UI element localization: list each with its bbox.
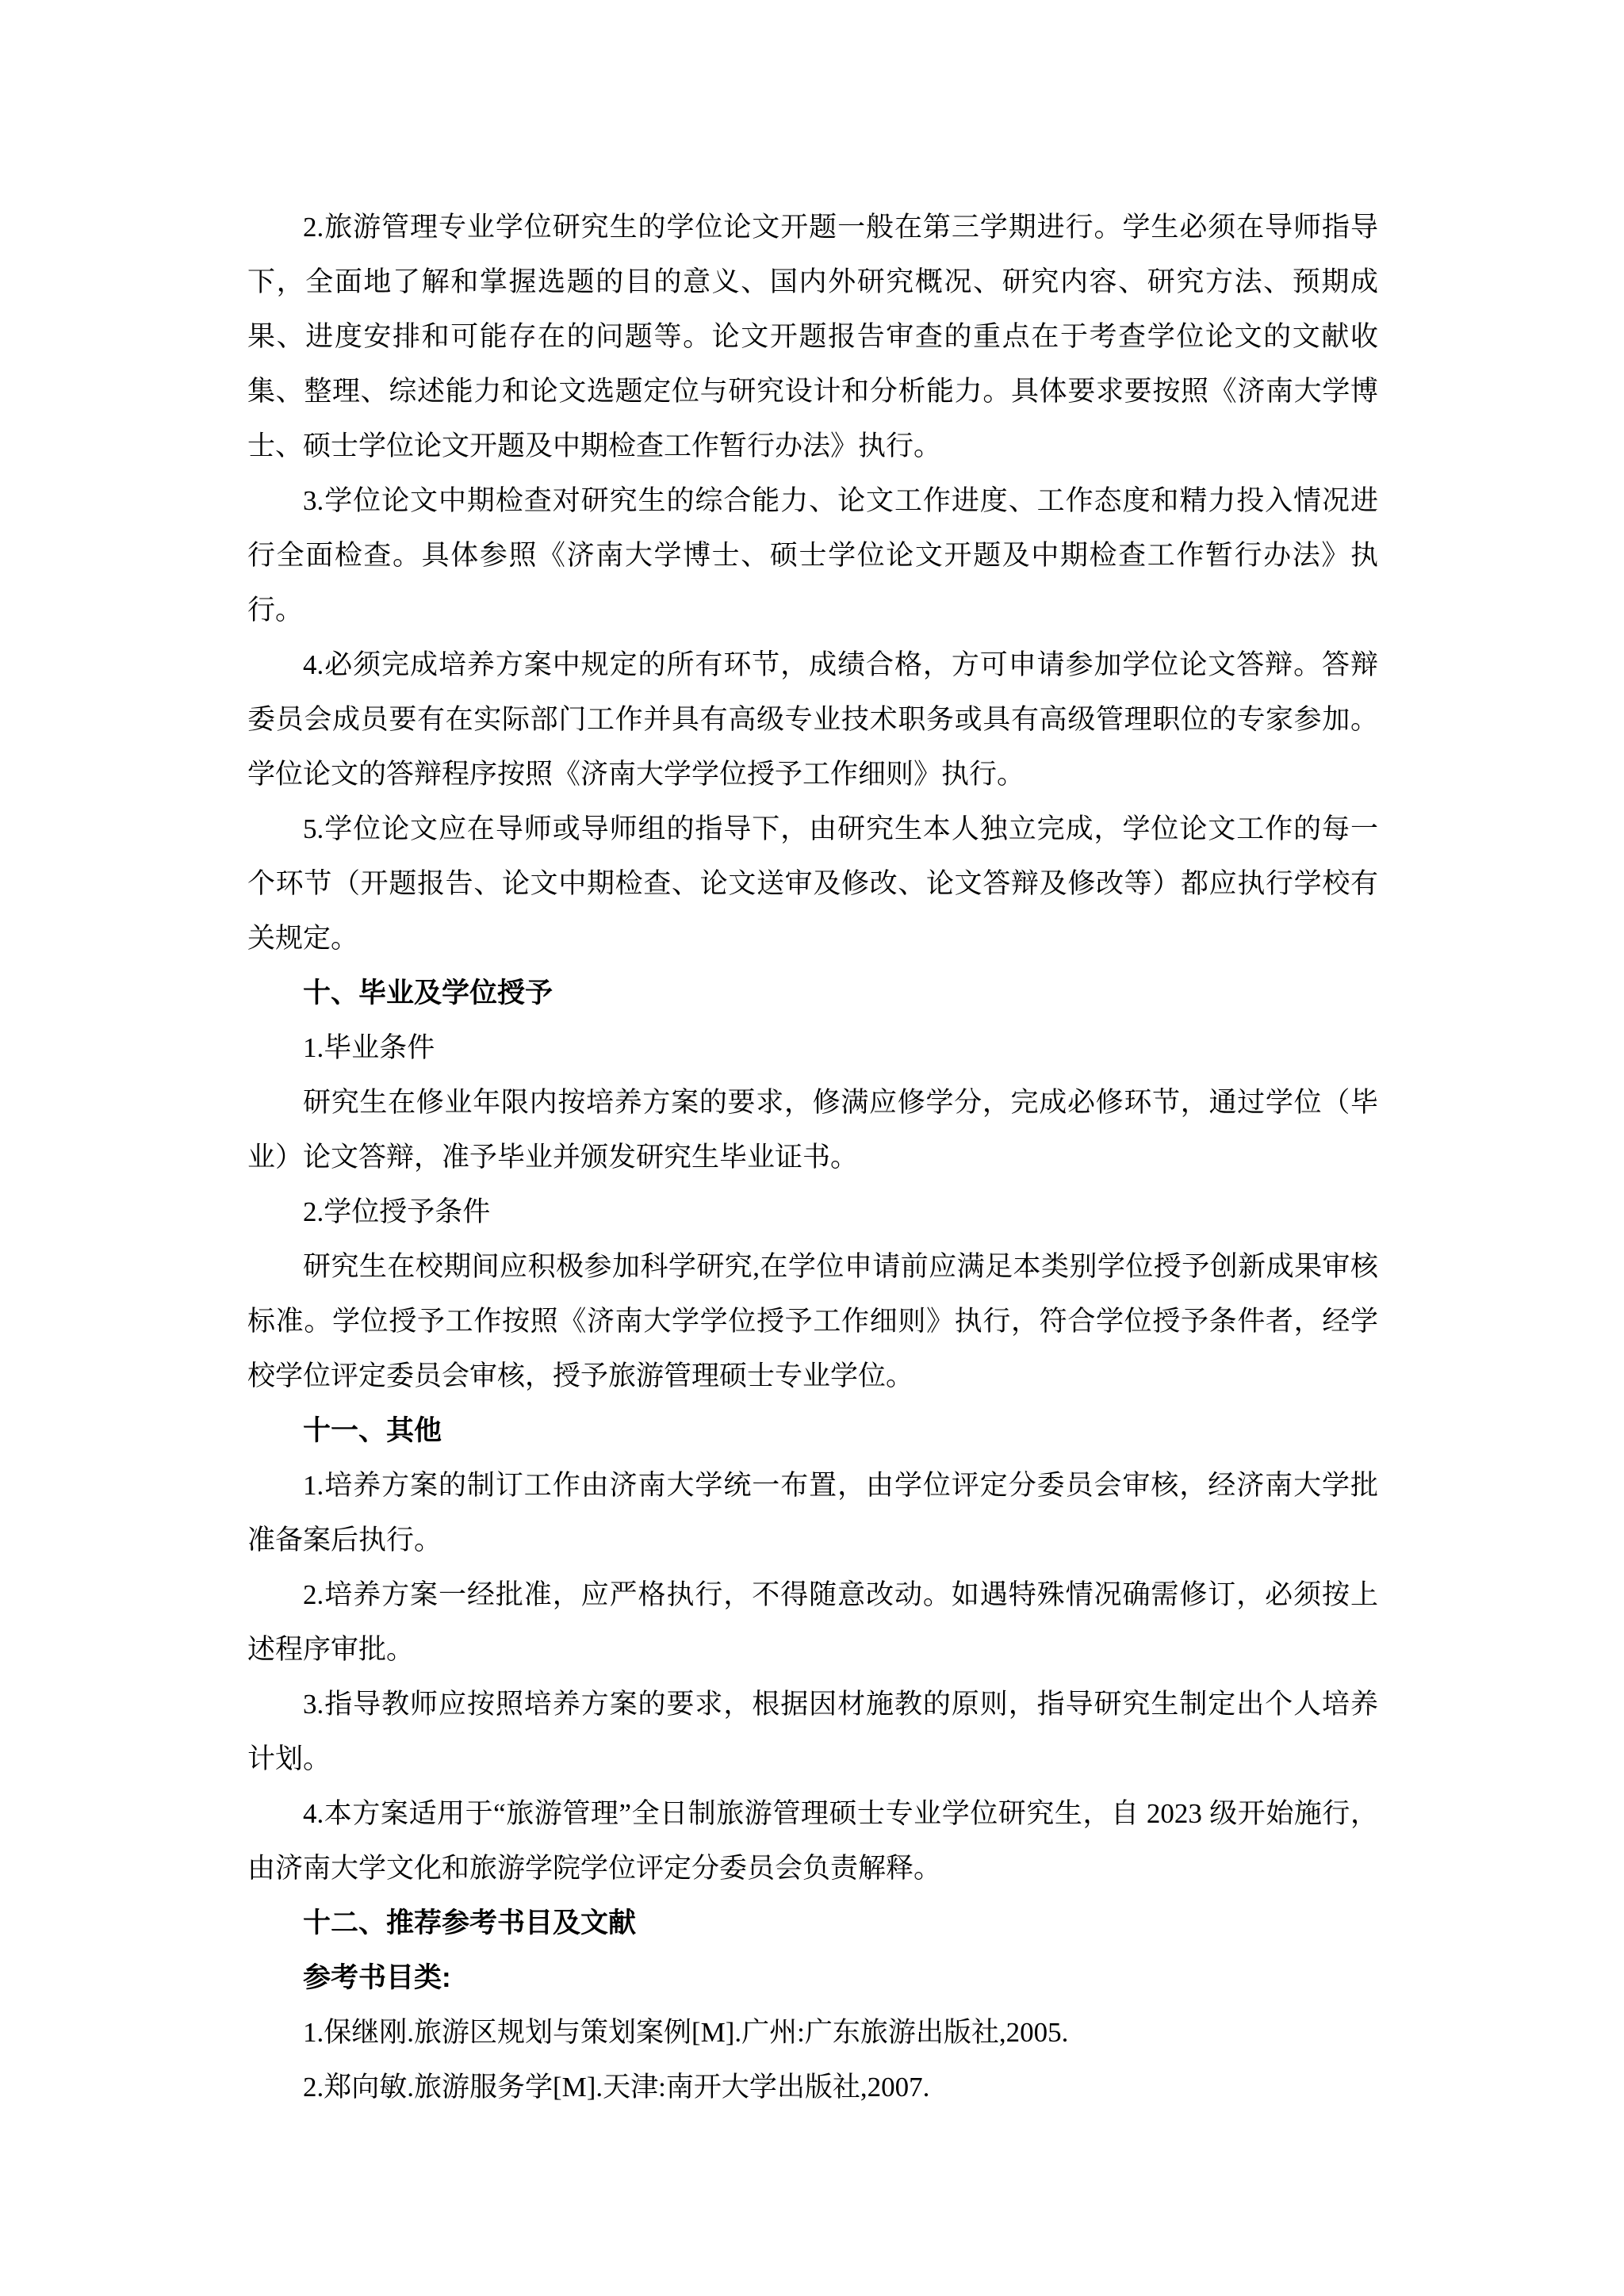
paragraph-degree-condition-label: 2.学位授予条件 [303, 1196, 491, 1227]
paragraph-plan-approval: 2.培养方案一经批准，应严格执行，不得随意改动。如遇特殊情况确需修订，必须按上述程序审批。 [247, 1579, 1378, 1665]
paragraph-degree-condition-text: 研究生在校期间应积极参加科学研究,在学位申请前应满足本类别学位授予创新成果审核标准。学位授予工作按照《济南大学学位授予工作细则》执行，符合学位授予条件者，经学校学位评定委员会审核，授予旅游管理硕士专业学位。 [247, 1251, 1378, 1391]
section-heading-others: 十一、其他 [303, 1415, 442, 1446]
paragraph-applicability: 4.本方案适用于“旅游管理”全日制旅游管理硕士专业学位研究生，自 2023 级开始施行，由济南大学文化和旅游学院学位评定分委员会负责解释。 [247, 1798, 1378, 1884]
paragraph-thesis-independence: 5.学位论文应在导师或导师组的指导下，由研究生本人独立完成，学位论文工作的每一个环节（开题报告、论文中期检查、论文送审及修改、论文答辩及修改等）都应执行学校有关规定。 [247, 813, 1378, 954]
paragraph-thesis-proposal: 2.旅游管理专业学位研究生的学位论文开题一般在第三学期进行。学生必须在导师指导下，全面地了解和掌握选题的目的意义、国内外研究概况、研究内容、研究方法、预期成果、进度安排和可能存在的问题等。论文开题报告审查的重点在于考查学位论文的文献收集、整理、综述能力和论文选题定位与研究设计和分析能力。具体要求要按照《济南大学博士、硕士学位论文开题及中期检查工作暂行办法》执行。 [247, 212, 1378, 461]
section-heading-graduation-and-degree: 十、毕业及学位授予 [303, 978, 553, 1008]
paragraph-plan-formulation: 1.培养方案的制订工作由济南大学统一布置，由学位评定分委员会审核，经济南大学批准备案后执行。 [247, 1470, 1378, 1556]
reference-item-2: 2.郑向敏.旅游服务学[M].天津:南开大学出版社,2007. [303, 2072, 930, 2103]
reference-item-1: 1.保继刚.旅游区规划与策划案例[M].广州:广东旅游出版社,2005. [303, 2017, 1069, 2048]
paragraph-advisor-guidance: 3.指导教师应按照培养方案的要求，根据因材施教的原则，指导研究生制定出个人培养计划。 [247, 1689, 1378, 1774]
subheading-reference-books: 参考书目类: [303, 1962, 451, 1993]
paragraph-graduation-condition-label: 1.毕业条件 [303, 1032, 435, 1063]
document-content [247, 200, 1378, 2114]
section-heading-references: 十二、推荐参考书目及文献 [303, 1908, 637, 1938]
paragraph-graduation-condition-text: 研究生在修业年限内按培养方案的要求，修满应修学分，完成必修环节，通过学位（毕业）论文答辩，准予毕业并颁发研究生毕业证书。 [247, 1087, 1378, 1173]
paragraph-defense-requirements: 4.必须完成培养方案中规定的所有环节，成绩合格，方可申请参加学位论文答辩。答辩委员会成员要有在实际部门工作并具有高级专业技术职务或具有高级管理职位的专家参加。学位论文的答辩程序按照《济南大学学位授予工作细则》执行。 [247, 649, 1378, 790]
paragraph-midterm-check: 3.学位论文中期检查对研究生的综合能力、论文工作进度、工作态度和精力投入情况进行全面检查。具体参照《济南大学博士、硕士学位论文开题及中期检查工作暂行办法》执行。 [247, 485, 1378, 626]
